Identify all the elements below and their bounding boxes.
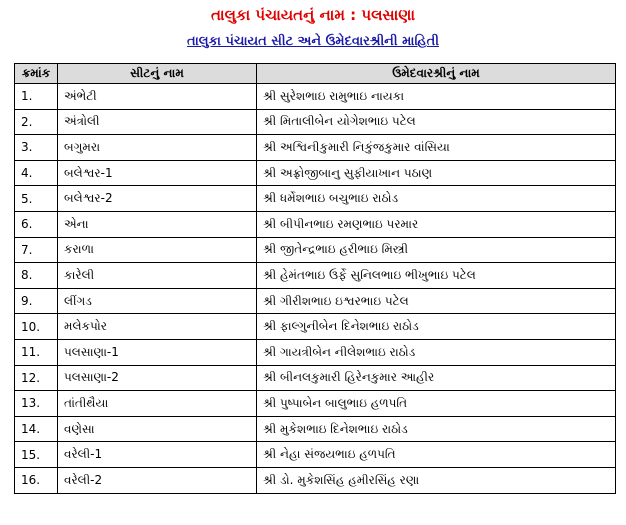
seat-cell: વરેલી-1 (58, 442, 257, 468)
seat-cell: વણેસા (58, 416, 257, 442)
column-header-candidate: ઉમેદવારશ્રીનું નામ (257, 64, 616, 84)
page-title: તાલુકા પંચાયતનું નામ : પલસાણા (210, 6, 416, 24)
table-row (15, 109, 616, 135)
candidate-cell: શ્રી સુરેશભાઇ રામુભાઇ નાયકા (257, 84, 616, 110)
seat-cell: મલેકપોર (58, 314, 257, 340)
table-row (15, 263, 616, 289)
seat-cell: વરેલી-2 (58, 467, 257, 493)
candidate-cell: શ્રી મુકેશભાઇ દિનેશભાઇ રાઠોડ (257, 416, 616, 442)
serial-cell: 8. (15, 263, 58, 289)
table-body (15, 84, 616, 494)
serial-cell: 10. (15, 314, 58, 340)
table-row (15, 442, 616, 468)
candidate-cell: શ્રી પુષ્પાબેન બાલુભાઇ હળપતિ (257, 391, 616, 417)
candidate-cell: શ્રી બીપીનભાઇ રમણભાઇ પરમાર (257, 211, 616, 237)
candidate-cell: શ્રી ફાલ્ગુનીબેન દિનેશભાઇ રાઠોડ (257, 314, 616, 340)
table-row (15, 467, 616, 493)
table-row (15, 314, 616, 340)
table-row (15, 237, 616, 263)
seat-cell: લીંગડ (58, 288, 257, 314)
table-row (15, 416, 616, 442)
serial-cell: 5. (15, 186, 58, 212)
column-header-serial: ક્રમાંક (15, 64, 58, 84)
serial-cell: 6. (15, 211, 58, 237)
table-row (15, 365, 616, 391)
seat-cell: કારેલી (58, 263, 257, 289)
candidate-cell: શ્રી હેમંતભાઇ ઉર્ફે સુનિલભાઇ ભીખુભાઇ પટેલ (257, 263, 616, 289)
serial-cell: 11. (15, 339, 58, 365)
serial-cell: 1. (15, 84, 58, 110)
seat-cell: એના (58, 211, 257, 237)
seat-cell: કરાળા (58, 237, 257, 263)
seat-cell: બલેશ્વર-2 (58, 186, 257, 212)
serial-cell: 3. (15, 135, 58, 161)
table-row (15, 160, 616, 186)
serial-cell: 14. (15, 416, 58, 442)
candidate-cell: શ્રી મિતાલીબેન યોગેશભાઇ પટેલ (257, 109, 616, 135)
column-header-seat: સીટનું નામ (58, 64, 257, 84)
table-row (15, 391, 616, 417)
candidate-table (14, 63, 616, 494)
seat-cell: અંભેટી (58, 84, 257, 110)
candidate-cell: શ્રી ગાયત્રીબેન નીલેશભાઇ રાઠોડ (257, 339, 616, 365)
candidate-cell: શ્રી અફ્રોજીબાનુ સુફીયાખાન પઠાણ (257, 160, 616, 186)
table-header-row (15, 64, 616, 84)
seat-cell: તાંતીથૈયા (58, 391, 257, 417)
seat-cell: પલસાણા-2 (58, 365, 257, 391)
serial-cell: 7. (15, 237, 58, 263)
table-row (15, 211, 616, 237)
serial-cell: 13. (15, 391, 58, 417)
serial-cell: 2. (15, 109, 58, 135)
table-row (15, 186, 616, 212)
candidate-cell: શ્રી જીતેન્દ્રભાઇ હરીભાઇ મિસ્ત્રી (257, 237, 616, 263)
page-subtitle: તાલુકા પંચાયત સીટ અને ઉમેદવારશ્રીની માહિતી (186, 34, 439, 49)
serial-cell: 15. (15, 442, 58, 468)
table-row (15, 84, 616, 110)
candidate-cell: શ્રી અશ્વિનીકુમારી નિકુંજકુમાર વાંસિયા (257, 135, 616, 161)
candidate-cell: શ્રી બીનલકુમારી હિરેનકુમાર આહીર (257, 365, 616, 391)
candidate-cell: શ્રી ડો. મુકેશસિંહ હમીરસિંહ રણા (257, 467, 616, 493)
seat-cell: બલેશ્વર-1 (58, 160, 257, 186)
serial-cell: 9. (15, 288, 58, 314)
candidate-cell: શ્રી ધર્મેશભાઇ બચુભાઇ રાઠોડ (257, 186, 616, 212)
seat-cell: પલસાણા-1 (58, 339, 257, 365)
table-row (15, 135, 616, 161)
candidate-cell: શ્રી ગીરીશભાઇ ઇશ્વરભાઇ પટેલ (257, 288, 616, 314)
table-row (15, 288, 616, 314)
table-row (15, 339, 616, 365)
serial-cell: 12. (15, 365, 58, 391)
candidate-cell: શ્રી નેહા સંજયભાઇ હળપતિ (257, 442, 616, 468)
seat-cell: અંત્રોલી (58, 109, 257, 135)
serial-cell: 4. (15, 160, 58, 186)
serial-cell: 16. (15, 467, 58, 493)
seat-cell: બગુમરા (58, 135, 257, 161)
